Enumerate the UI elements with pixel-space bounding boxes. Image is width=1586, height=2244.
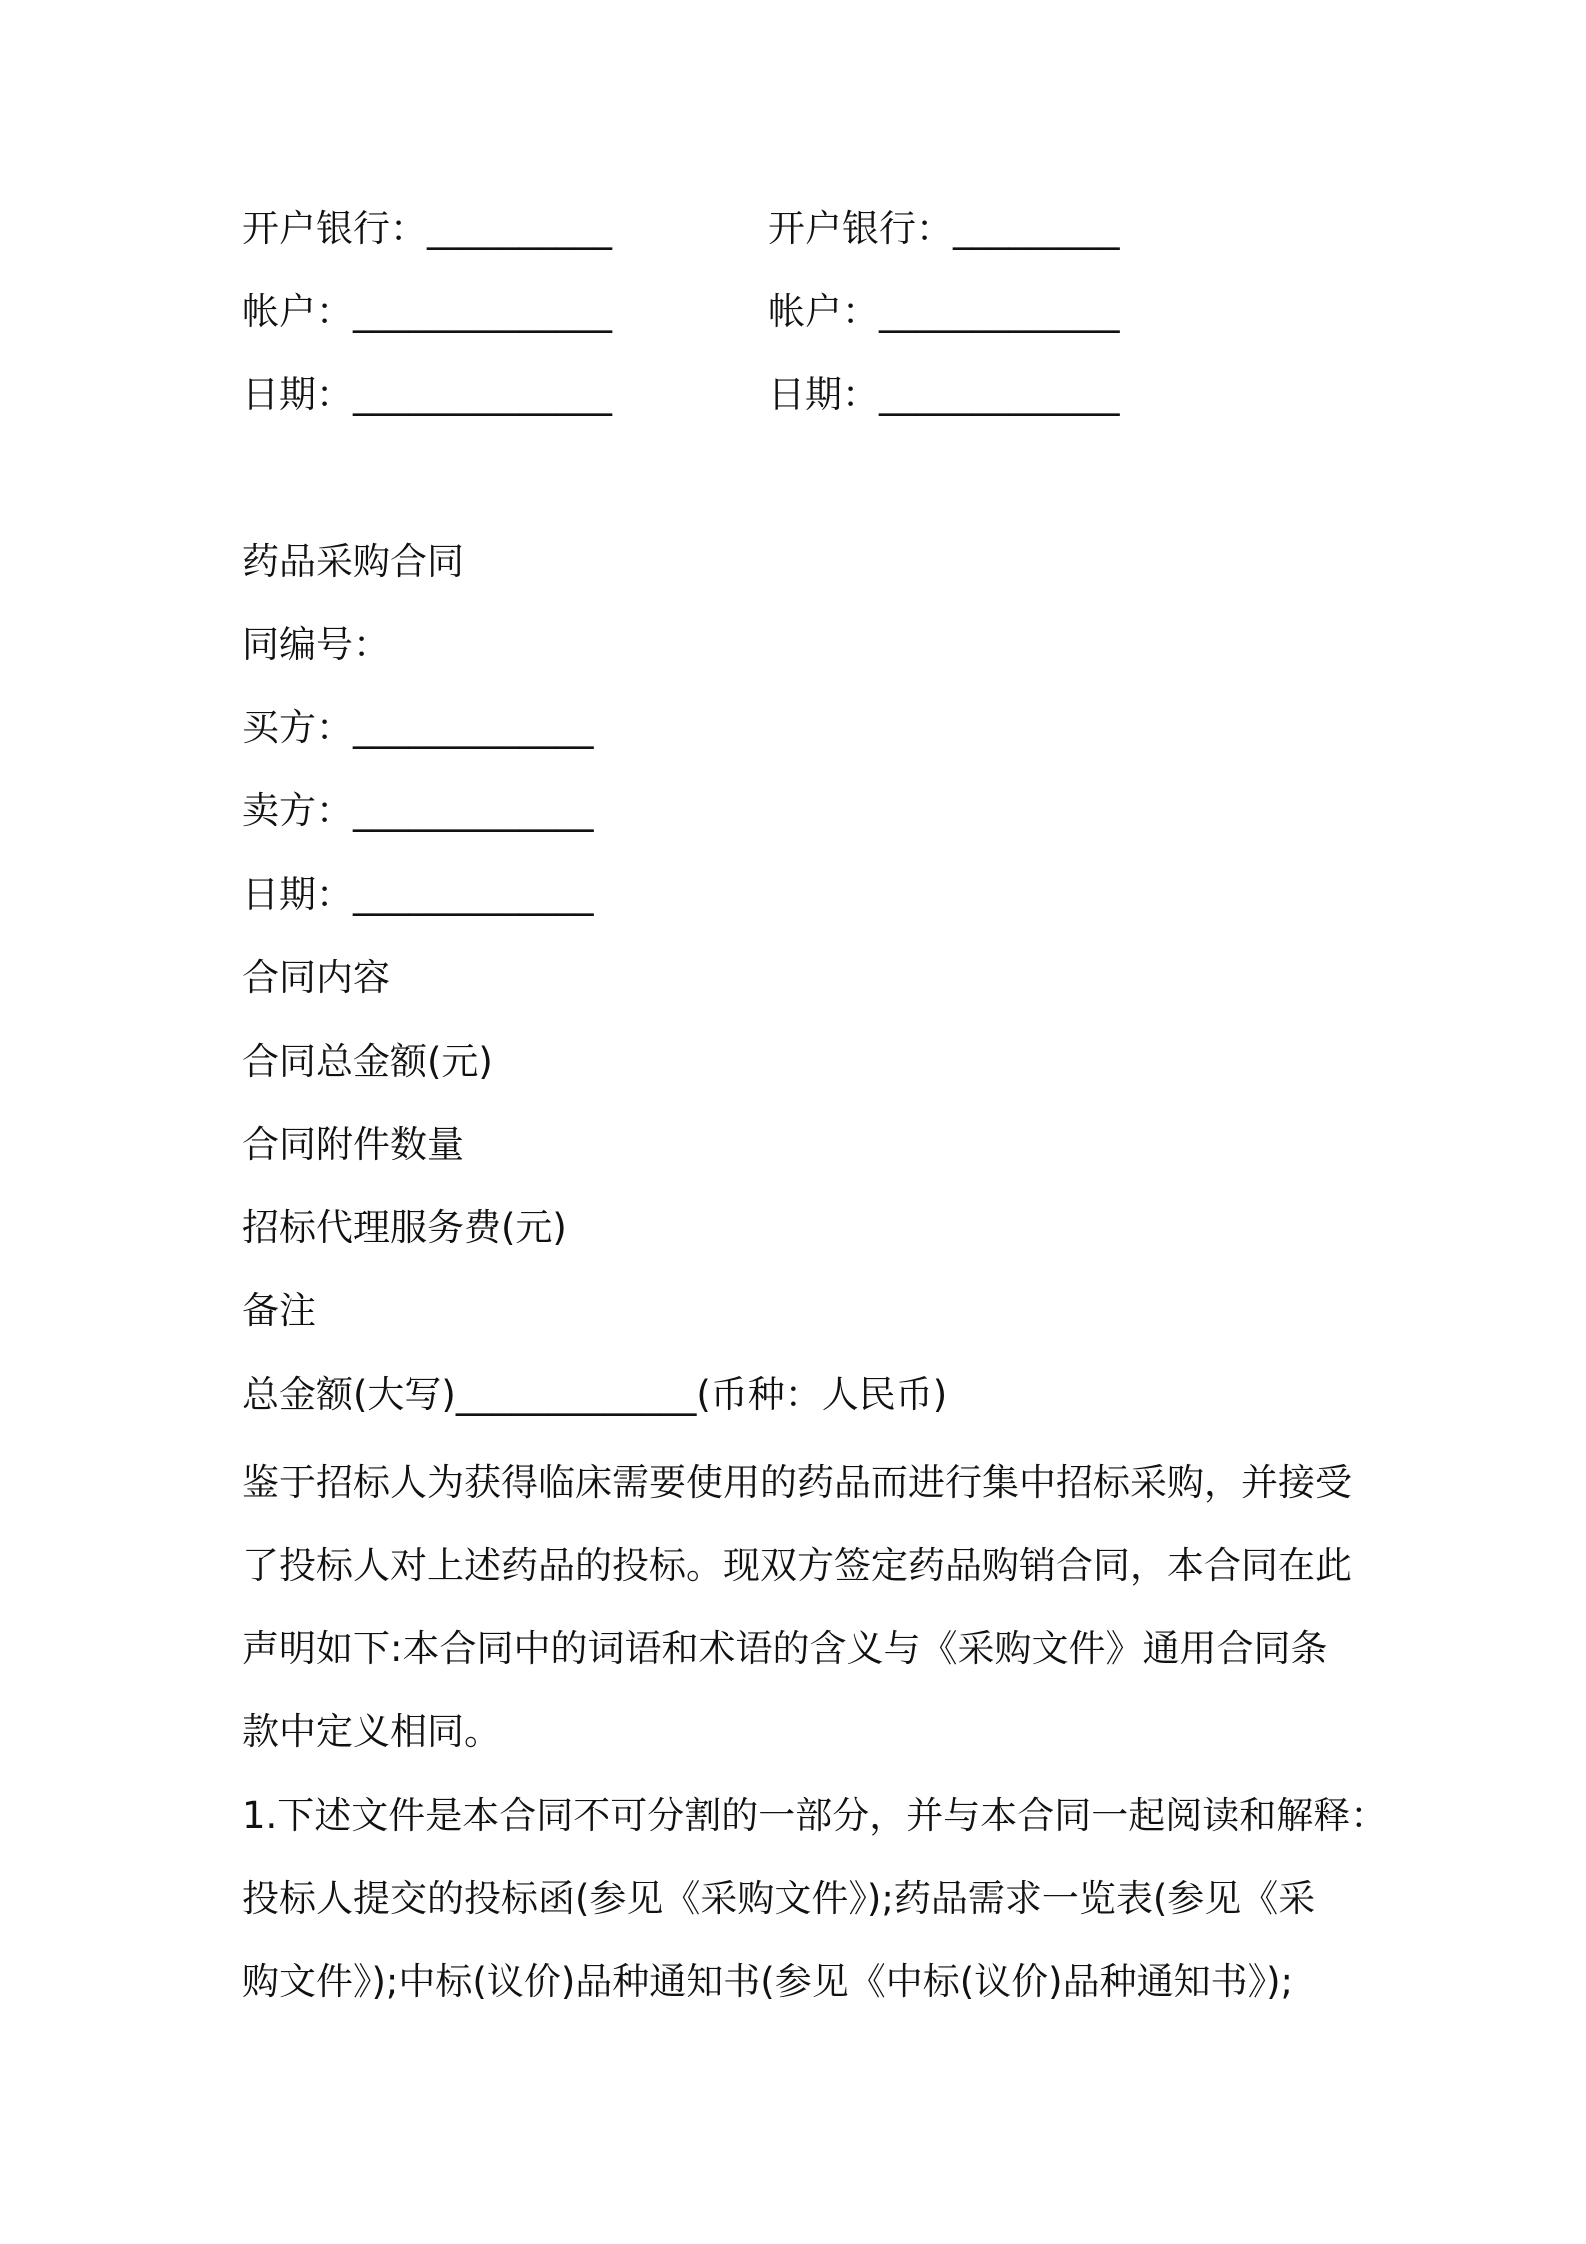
left-bank-field: 开户银行：__________	[242, 207, 612, 250]
seller-field: 卖方：_____________	[242, 789, 594, 832]
right-account-field: 帐户：_____________	[768, 290, 1120, 333]
right-date-field: 日期：_____________	[768, 373, 1120, 416]
contract-number: 同编号：	[242, 623, 390, 666]
intro-line: 鉴于招标人为获得临床需要使用的药品而进行集中招标采购，并接受	[242, 1461, 1352, 1504]
contract-content-label: 合同内容	[242, 956, 390, 999]
clause-1-paragraph	[242, 1774, 1388, 2023]
intro-line: 声明如下:本合同中的词语和术语的含义与《采购文件》通用合同条	[242, 1627, 1328, 1670]
right-bank-field: 开户银行：_________	[768, 207, 1120, 250]
intro-line: 了投标人对上述药品的投标。现双方签定药品购销合同，本合同在此	[242, 1544, 1352, 1587]
intro-paragraph	[242, 1441, 1362, 1773]
date-field: 日期：_____________	[242, 873, 594, 916]
clause-line: 1.下述文件是本合同不可分割的一部分，并与本合同一起阅读和解释：	[242, 1794, 1388, 1837]
buyer-field: 买方：_____________	[242, 706, 594, 749]
contract-attachments-label: 合同附件数量	[242, 1123, 464, 1166]
contract-total-amount-label: 合同总金额(元)	[242, 1040, 493, 1083]
remarks-label: 备注	[242, 1289, 316, 1332]
clause-line: 购文件》);中标(议价)品种通知书(参见《中标(议价)品种通知书》);	[242, 1960, 1293, 2003]
contract-title: 药品采购合同	[242, 540, 464, 583]
left-date-field: 日期：______________	[242, 373, 612, 416]
total-capital-field: 总金额(大写)_____________(币种：人民币)	[242, 1373, 948, 1416]
intro-line: 款中定义相同。	[242, 1710, 501, 1753]
left-account-field: 帐户：______________	[242, 290, 612, 333]
agency-fee-label: 招标代理服务费(元)	[242, 1206, 567, 1249]
clause-line: 投标人提交的投标函(参见《采购文件》);药品需求一览表(参见《采	[242, 1877, 1316, 1920]
